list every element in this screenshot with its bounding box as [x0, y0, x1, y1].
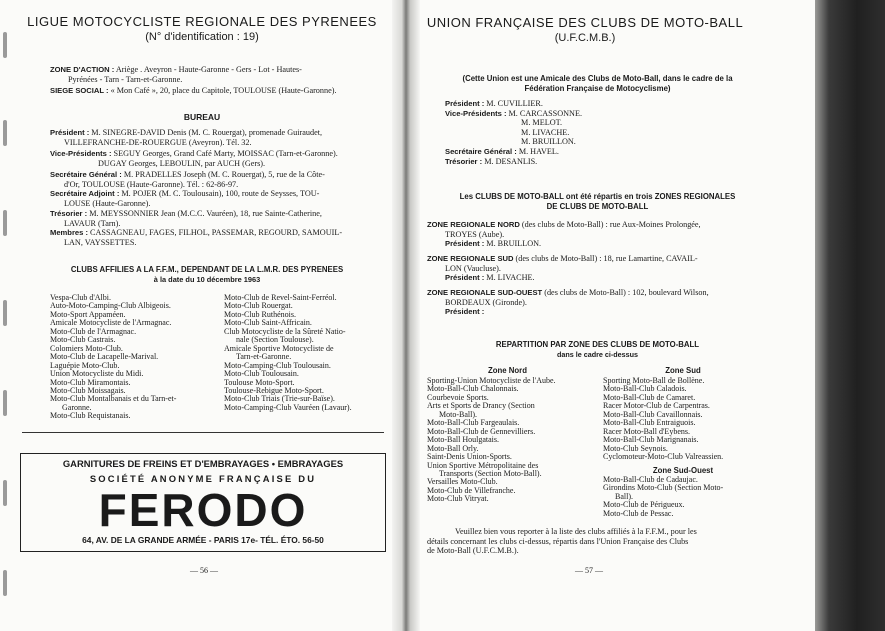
club-list-item: Moto-Club Miramontais.: [50, 377, 131, 387]
zone-sud-ouest-title: Zone Sud-Ouest: [652, 466, 714, 475]
bureau-role: Secrétaire Adjoint :: [50, 189, 120, 198]
page-subtitle: (N° d'identification : 19): [145, 31, 259, 43]
zone-text: LON (Vaucluse).: [445, 263, 501, 273]
bureau-text: LAN, VAYSSETTES.: [64, 237, 137, 247]
bureau-role: Secrétaire Général :: [50, 170, 122, 179]
zone-sud-ouest: [427, 288, 772, 317]
club-list-item: Moto-Club Triais (Trie-sur-Baïse).: [224, 394, 335, 404]
ad-line-2: SOCIÉTÉ ANONYME FRANÇAISE DU: [89, 473, 317, 484]
zones-title-2: DE CLUBS DE MOTO-BALL: [546, 202, 649, 211]
clubs-date: à la date du 10 décembre 1963: [153, 275, 261, 284]
zone-president: M. BRUILLON.: [486, 239, 542, 249]
bureau-role: Membres :: [50, 228, 88, 237]
bureau-role: Vice-Présidents :: [50, 149, 112, 158]
club-list-item: Moto-Club Montalbanais et du Tarn-et-: [50, 394, 177, 404]
club-list-item: Moto-Club Castrais.: [50, 335, 116, 345]
club-list-item: Moto-Ball).: [439, 409, 477, 419]
officer-row: [445, 147, 775, 157]
zone-label: ZONE REGIONALE NORD: [427, 220, 520, 229]
club-list-item: Courbevoie Sports.: [427, 392, 489, 402]
bureau-text: VILLEFRANCHE-DE-ROUERGUE (Aveyron). Tél. 32.: [64, 137, 252, 147]
club-list-item: Moto-Ball-Club de Gennevilliers.: [427, 426, 536, 436]
bureau-text: d'Or, TOULOUSE (Haute-Garonne). Tél. : 62-86-97.: [64, 179, 239, 189]
scan-edge-shadow: [815, 0, 885, 631]
binder-ring: [3, 210, 7, 236]
zone-action: [50, 65, 390, 84]
intro-line-2: Fédération Française de Motocyclisme): [524, 84, 671, 93]
officer-name: M. CUVILLIER.: [486, 99, 543, 108]
club-list-item: Laguépie Moto-Club.: [50, 360, 120, 370]
zone-president-label: Président :: [445, 273, 485, 283]
zones-title: Les CLUBS DE MOTO-BALL ont été répartis en trois ZONES REGIONALES: [459, 192, 736, 201]
officer-row: [445, 157, 775, 167]
club-list-item: Saint-Denis Union-Sports.: [427, 452, 512, 462]
page-number: — 57 —: [575, 566, 603, 575]
officers-list: [445, 99, 775, 166]
club-list-item: Toulouse Moto-Sport.: [224, 377, 295, 387]
officer-name: M. HAVEL.: [518, 146, 559, 156]
club-list-item: Tarn-et-Garonne.: [236, 352, 292, 362]
officer-row: [445, 118, 775, 128]
club-list-item: Vespa-Club d'Albi.: [50, 293, 111, 302]
right-page: [400, 0, 885, 631]
officer-role: Secrétaire Général :: [445, 146, 517, 156]
club-list-item: Toulouse-Rebigue Moto-Sport.: [224, 385, 324, 395]
bureau-text: CASSAGNEAU, FAGES, FILHOL, PASSEMAR, REGOURD, SAMOUIL-: [90, 228, 343, 237]
officer-role: Président :: [445, 99, 485, 108]
club-list-item: Sporting Moto-Ball de Bollène.: [603, 376, 705, 385]
officer-row: [445, 99, 775, 109]
zone-action-label: ZONE D'ACTION :: [50, 65, 115, 74]
club-list-item: Moto-Club Toulousain.: [224, 369, 299, 379]
zone-label: ZONE REGIONALE SUD: [427, 254, 514, 263]
page-title: UNION FRANÇAISE DES CLUBS DE MOTO-BALL: [426, 15, 744, 30]
ferodo-ad: [20, 453, 386, 552]
bureau-role: Président :: [50, 128, 90, 137]
zone-president: M. LIVACHE.: [486, 273, 535, 283]
binder-ring: [3, 32, 7, 58]
zone-text: TROYES (Aube).: [445, 229, 505, 239]
zone-label: ZONE REGIONALE SUD-OUEST: [427, 288, 543, 297]
club-list-item: Moto-Ball-Club Fargeaulais.: [427, 418, 520, 428]
divider: [22, 432, 384, 433]
officer-row: [445, 109, 775, 119]
club-list-item: Club Motocycliste de la Sûreté Natio-: [224, 326, 346, 336]
bureau-text: LAVAUR (Tarn).: [64, 218, 121, 228]
repartition-title: REPARTITION PAR ZONE DES CLUBS DE MOTO-BALL: [495, 340, 700, 349]
officer-row: [445, 137, 775, 147]
zone-nord-clubs: [427, 377, 592, 504]
bureau-entry: [50, 228, 390, 247]
footer-line: Veuillez bien vous reporter à la liste des clubs affiliés à la F.F.M., pour les: [455, 527, 697, 536]
club-list-item: Auto-Moto-Camping-Club Albigeois.: [50, 301, 171, 311]
zone-sud-clubs: [603, 377, 768, 462]
zone-text: (des clubs de Moto-Ball) : rue Aux-Moines Prolongée,: [521, 220, 701, 229]
club-list-item: Moto-Club de Pessac.: [603, 508, 674, 518]
siege-text: « Mon Café », 20, place du Capitole, TOULOUSE (Haute-Garonne).: [110, 86, 337, 95]
bureau-text: DUGAY Georges, LEBOULIN, par AUCH (Gers).: [98, 158, 266, 168]
club-list-item: Moto-Ball-Club de Camaret.: [603, 392, 696, 402]
zone-sud-title: Zone Sud: [665, 366, 701, 375]
club-list-item: Moto-Camping-Club Toulousain.: [224, 360, 331, 370]
club-list-item: Amicale Motocycliste de l'Armagnac.: [50, 318, 172, 328]
club-list-item: Transports (Section Moto-Ball).: [439, 468, 542, 478]
club-list-item: Moto-Club Moissagais.: [50, 385, 126, 395]
zone-text: (des clubs de Moto-Ball) : 18, rue Lamartine, CAVAIL-: [515, 254, 698, 263]
zone-sud-ouest-clubs: [603, 476, 768, 518]
zone-action-text: Ariège . Aveyron - Haute-Garonne - Gers - Lot - Hautes-: [115, 65, 302, 74]
bureau-text: M. SINEGRE-DAVID Denis (M. C. Rouergat), promenade Guiraudet,: [91, 128, 323, 137]
officer-name: M. DESANLIS.: [484, 156, 538, 166]
bureau-entry: [50, 189, 390, 208]
officer-role: Vice-Présidents :: [445, 108, 507, 118]
footer-note: [427, 527, 772, 556]
club-list-item: nale (Section Toulouse).: [236, 335, 314, 345]
officer-name: M. MELOT.: [521, 118, 563, 128]
club-list-item: Moto-Club de l'Armagnac.: [50, 326, 137, 336]
club-list-item: Moto-Ball-Club Caladois.: [603, 384, 687, 394]
officer-name: M. LIVACHE.: [521, 127, 570, 137]
bureau-entry: [50, 149, 390, 168]
club-list-item: Moto-Club de Villefranche.: [427, 485, 516, 495]
binder-ring: [3, 120, 7, 146]
officer-name: M. BRUILLON.: [521, 137, 576, 147]
bureau-title: BUREAU: [183, 112, 221, 122]
bureau-text: M. MEYSSONNIER Jean (M.C.C. Vauréen), 18, rue Sainte-Catherine,: [89, 209, 322, 218]
club-list-item: Moto-Club Seynois.: [603, 443, 668, 453]
siege-label: SIEGE SOCIAL :: [50, 86, 109, 95]
bureau-role: Trésorier :: [50, 209, 88, 218]
club-list-item: Sporting-Union Motocycliste de l'Aube.: [427, 376, 556, 385]
club-list-item: Moto-Club Requistanais.: [50, 411, 131, 421]
club-list-item: Moto-Club Saint-Affricain.: [224, 318, 312, 328]
zone-nord: [427, 220, 772, 249]
club-list-item: Colomiers Moto-Club.: [50, 343, 123, 353]
club-list-item: Moto-Sport Appaméen.: [50, 309, 126, 319]
siege-social: [50, 86, 390, 96]
club-list-item: Moto-Ball-Club Entraiguois.: [603, 418, 696, 428]
clubs-list-left: [50, 294, 222, 421]
club-list-item: Union Sportive Métropolitaine des: [427, 460, 539, 470]
clubs-list-right: [224, 294, 390, 412]
club-list-item: Moto-Ball-Club Cavaillonnais.: [603, 409, 703, 419]
club-list-item: Arts et Sports de Drancy (Section: [427, 401, 535, 411]
club-list-item: Moto-Club de Lacapelle-Marival.: [50, 352, 159, 362]
page-number: — 56 —: [190, 566, 218, 575]
bureau-text: SEGUY Georges, Grand Café Marty, MOISSAC (Tarn-et-Garonne).: [113, 149, 338, 158]
zone-text: (des clubs de Moto-Ball) : 102, boulevard Wilson,: [544, 288, 709, 297]
club-list-item: Moto-Ball Houlgatais.: [427, 435, 499, 445]
zone-president-label: Président :: [445, 307, 485, 317]
binder-ring: [3, 570, 7, 596]
footer-line: de Moto-Ball (U.F.C.M.B.).: [427, 546, 519, 556]
page-subtitle: (U.F.C.M.B.): [554, 32, 616, 44]
zone-text: BORDEAUX (Gironde).: [445, 297, 527, 307]
binder-ring: [3, 480, 7, 506]
club-list-item: Moto-Ball-Club de Cadaujac.: [603, 475, 698, 484]
club-list-item: Ball).: [615, 491, 633, 501]
club-list-item: Racer Moto-Ball d'Eybens.: [603, 426, 690, 436]
bureau-text: M. POJER (M. C. Toulousain), 100, route de Seysses, TOU-: [121, 189, 320, 198]
club-list-item: Moto-Club Vitryat.: [427, 494, 489, 504]
officer-name: M. CARCASSONNE.: [508, 108, 583, 118]
ad-line-1: GARNITURES DE FREINS ET D'EMBRAYAGES • EMBRAYAGES: [62, 458, 344, 469]
bureau-entry: [50, 170, 390, 189]
binder-ring: [3, 300, 7, 326]
club-list-item: Amicale Sportive Motocycliste de: [224, 343, 334, 353]
zone-president-label: Président :: [445, 239, 485, 249]
club-list-item: Moto-Ball Orly.: [427, 443, 479, 453]
club-list-item: Moto-Ball-Club Chalonnais.: [427, 384, 519, 394]
bureau-entry: [50, 128, 390, 147]
club-list-item: Moto-Club de Revel-Saint-Ferréol.: [224, 293, 337, 302]
officer-row: [445, 128, 775, 138]
club-list-item: Garonne.: [62, 402, 92, 412]
club-list-item: Union Motocycliste du Midi.: [50, 369, 144, 379]
ad-address: 64, AV. DE LA GRANDE ARMÉE - PARIS 17e- TÉL. ÉTO. 56-50: [82, 535, 324, 545]
club-list-item: Moto-Ball-Club Marignanais.: [603, 435, 699, 445]
club-list-item: Girondins Moto-Club (Section Moto-: [603, 483, 724, 493]
repartition-subtitle: dans le cadre ci-dessus: [556, 350, 639, 359]
zone-action-text-cont: Pyrénées - Tarn - Tarn-et-Garonne.: [68, 74, 183, 84]
bureau-entry: [50, 209, 390, 228]
club-list-item: Moto-Club Rouergat.: [224, 301, 293, 311]
left-page: [0, 0, 400, 631]
club-list-item: Moto-Club Ruthénois.: [224, 309, 297, 319]
bureau-text: LOUSE (Haute-Garonne).: [64, 198, 151, 208]
club-list-item: Cyclomoteur-Moto-Club Valreassien.: [603, 452, 724, 462]
page-title: LIGUE MOTOCYCLISTE REGIONALE DES PYRENEES: [27, 14, 377, 29]
ad-brand: FERODO: [98, 484, 308, 536]
intro-line-1: (Cette Union est une Amicale des Clubs de Moto-Ball, dans le cadre de la: [462, 74, 733, 83]
officer-role: Trésorier :: [445, 156, 483, 166]
zone-nord-title: Zone Nord: [488, 366, 527, 375]
club-list-item: Moto-Camping-Club Vauréen (Lavaur).: [224, 402, 352, 412]
club-list-item: Versailles Moto-Club.: [427, 477, 498, 487]
zone-sud: [427, 254, 772, 283]
bureau-text: M. PRADELLES Joseph (M. C. Rouergat), 5, rue de la Côte-: [123, 170, 325, 179]
binder-ring: [3, 390, 7, 416]
club-list-item: Moto-Club de Périgueux.: [603, 500, 685, 510]
footer-line: détails concernant les clubs ci-dessus, répartis dans l'Union Française des Clubs: [427, 536, 689, 546]
club-list-item: Racer Motor-Club de Carpentras.: [603, 401, 710, 411]
clubs-title: CLUBS AFFILIES A LA F.F.M., DEPENDANT DE LA L.M.R. DES PYRENEES: [70, 265, 344, 274]
